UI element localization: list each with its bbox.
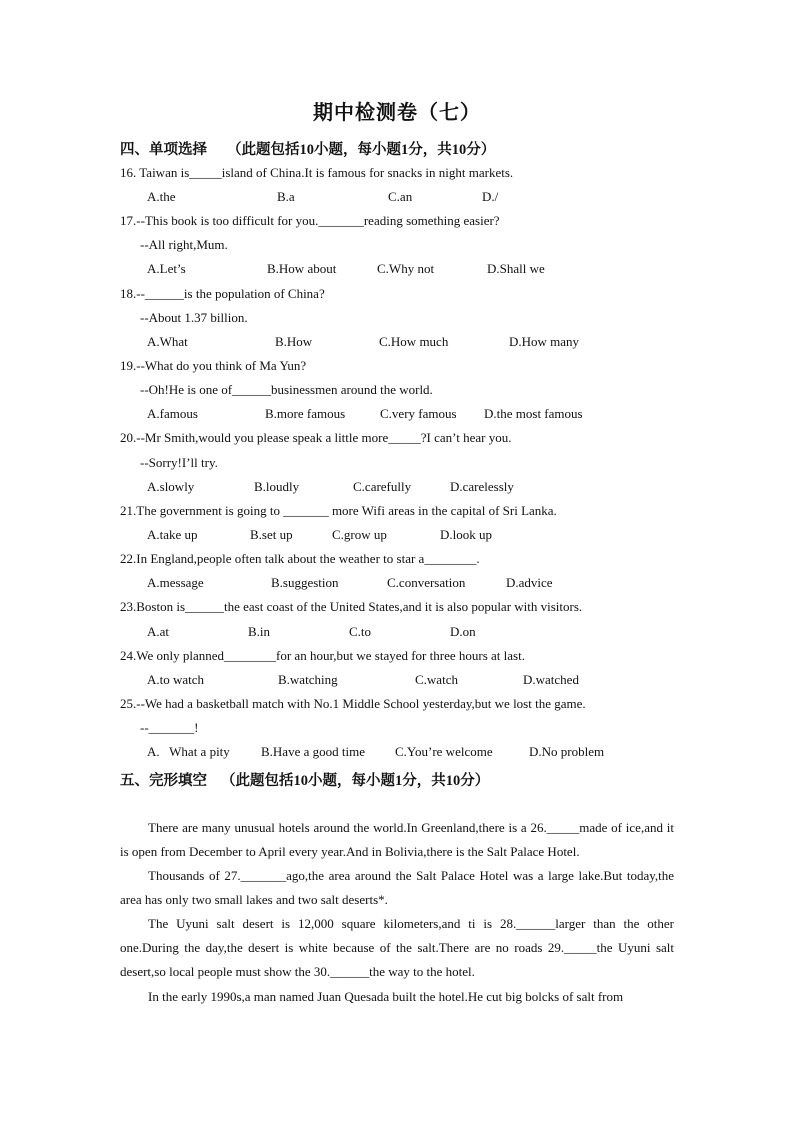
q19-option-b: B.more famous <box>265 406 346 421</box>
q18-option-b: B.How <box>275 334 313 349</box>
q21-option-a: A.take up <box>147 527 198 542</box>
q19-option-a: A.famous <box>147 406 198 421</box>
q20-option-c: C.carefully <box>353 479 412 494</box>
q24-option-d: D.watched <box>523 672 579 687</box>
section5-heading <box>120 769 489 790</box>
q16-option-c: C.an <box>388 189 413 204</box>
q17-option-c: C.Why not <box>377 261 435 276</box>
question-20: 20.--Mr Smith,would you please speak a little more_____?I can’t hear you. <box>120 430 512 445</box>
question-20-reply: --Sorry!I’ll try. <box>140 455 218 470</box>
q20-option-d: D.carelessly <box>450 479 514 494</box>
q19-option-d: D.the most famous <box>484 406 583 421</box>
q20-option-a: A.slowly <box>147 479 195 494</box>
q21-option-c: C.grow up <box>332 527 387 542</box>
question-24: 24.We only planned________for an hour,but we stayed for three hours at last. <box>120 648 525 663</box>
q17-option-b: B.How about <box>267 261 337 276</box>
question-25: 25.--We had a basketball match with No.1 Middle School yesterday,but we lost the game. <box>120 696 586 711</box>
q21-option-b: B.set up <box>250 527 293 542</box>
section4-instruction: （此题包括10小题，每小题1分，共10分） <box>227 142 496 158</box>
cloze-paragraph-2: Thousands of 27._______ago,the area around the Salt Palace Hotel was a large lake.But today,the area has only two small lakes and two salt deserts*. <box>120 868 674 908</box>
q24-option-b: B.watching <box>278 672 338 687</box>
question-17-reply: --All right,Mum. <box>140 237 228 252</box>
question-25-reply: --_______! <box>140 720 199 735</box>
section4-heading <box>120 138 495 159</box>
question-18-reply: --About 1.37 billion. <box>140 310 248 325</box>
q19-option-c: C.very famous <box>380 406 457 421</box>
q25-option-d: D.No problem <box>529 744 605 759</box>
q18-option-a: A.What <box>147 334 188 349</box>
question-18: 18.--______is the population of China? <box>120 286 325 301</box>
q25-option-c: C.You’re welcome <box>395 744 493 759</box>
question-17: 17.--This book is too difficult for you._______reading something easier? <box>120 213 500 228</box>
q16-option-b: B.a <box>277 189 295 204</box>
cloze-paragraph-4: In the early 1990s,a man named Juan Quesada built the hotel.He cut big bolcks of salt from <box>148 989 624 1004</box>
question-21: 21.The government is going to _______ more Wifi areas in the capital of Sri Lanka. <box>120 503 557 518</box>
q17-option-a: A.Let’s <box>147 261 186 276</box>
section5-instruction: （此题包括10小题，每小题1分，共10分） <box>221 773 490 789</box>
q16-option-d: D./ <box>482 189 499 204</box>
cloze-paragraph-1: There are many unusual hotels around the world.In Greenland,there is a 26._____made of ice,and it is open from December to April every year.And in Bolivia,there is the Salt Palace Hotel. <box>120 820 674 860</box>
q22-option-a: A.message <box>147 575 204 590</box>
q23-option-d: D.on <box>450 624 476 639</box>
section4-heading-label: 四、单项选择 <box>120 142 207 158</box>
q22-option-c: C.conversation <box>387 575 466 590</box>
q16-option-a: A.the <box>147 189 176 204</box>
question-22: 22.In England,people often talk about the weather to star a________. <box>120 551 480 566</box>
q24-option-c: C.watch <box>415 672 458 687</box>
question-19-reply: --Oh!He is one of______businessmen around the world. <box>140 382 433 397</box>
q23-option-b: B.in <box>248 624 271 639</box>
section5-heading-label: 五、完形填空 <box>120 773 207 789</box>
question-19: 19.--What do you think of Ma Yun? <box>120 358 307 373</box>
q18-option-c: C.How much <box>379 334 449 349</box>
q22-option-b: B.suggestion <box>271 575 339 590</box>
q22-option-d: D.advice <box>506 575 553 590</box>
q20-option-b: B.loudly <box>254 479 300 494</box>
question-23: 23.Boston is______the east coast of the United States,and it is also popular with visitors. <box>120 599 583 614</box>
q23-option-c: C.to <box>349 624 372 639</box>
q18-option-d: D.How many <box>509 334 580 349</box>
q23-option-a: A.at <box>147 624 170 639</box>
q25-option-a: A. What a pity <box>147 744 230 759</box>
q21-option-d: D.look up <box>440 527 492 542</box>
q25-option-b: B.Have a good time <box>261 744 365 759</box>
question-16: 16. Taiwan is_____island of China.It is famous for snacks in night markets. <box>120 165 514 180</box>
q17-option-d: D.Shall we <box>487 261 545 276</box>
q24-option-a: A.to watch <box>147 672 205 687</box>
cloze-paragraph-3: The Uyuni salt desert is 12,000 square kilometers,and ti is 28.______larger than the other one.During the day,the desert is white because of the salt.There are no roads 29._____the Uyuni salt desert,so local people must show the 30.______the way to the hotel. <box>120 916 674 980</box>
page-title: 期中检测卷（七） <box>313 102 481 124</box>
